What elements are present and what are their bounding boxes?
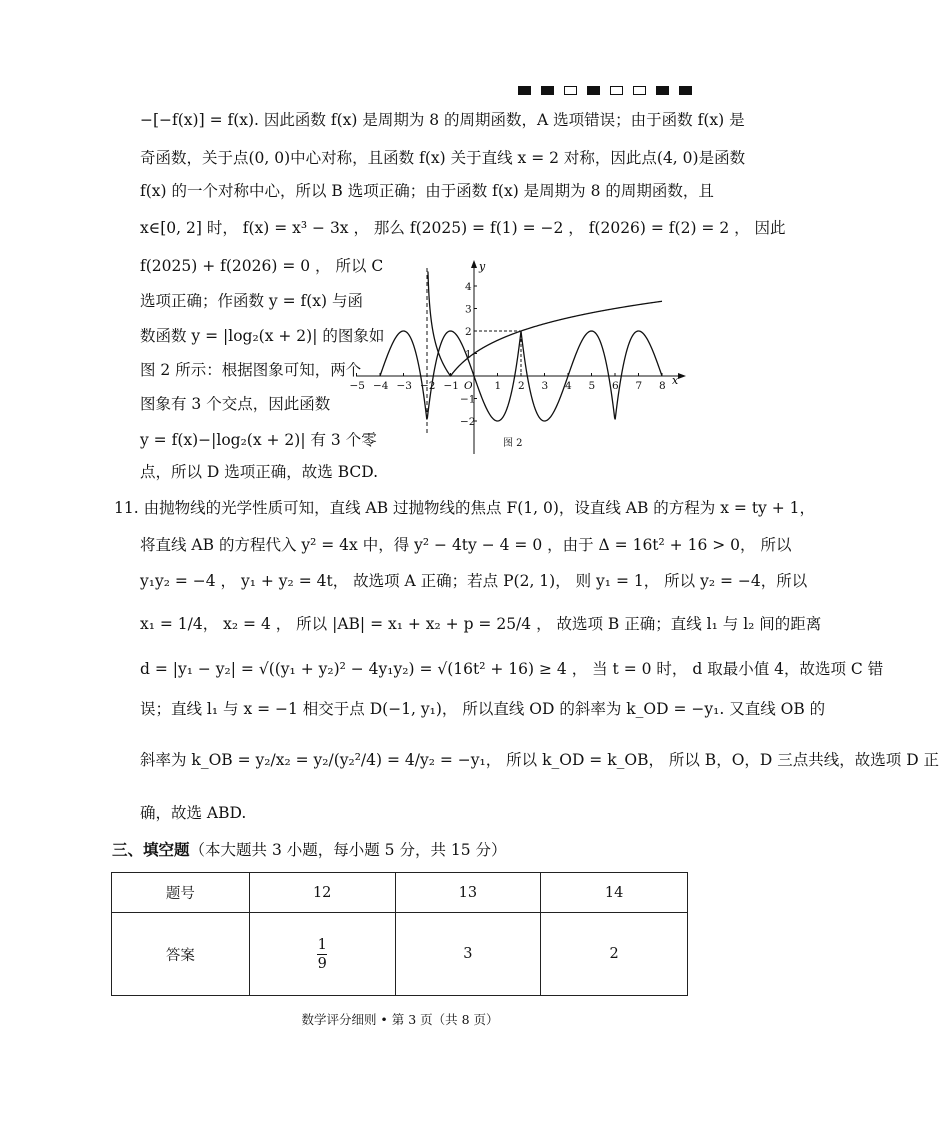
text-line-15: x₁ = 1/4， x₂ = 4 ， 所以 |AB| = x₁ + x₂ + p = 25/4 ， 故选项 B 正确；直线 l₁ 与 l₂ 间的距离 (140, 615, 822, 633)
function-graph (349, 256, 688, 456)
answer-table (111, 872, 688, 996)
x-tick-label: 2 (518, 380, 525, 392)
x-axis-arrow (678, 373, 686, 379)
filled-square-mark (587, 86, 600, 95)
x-tick-label: 7 (635, 380, 643, 392)
x-tick-label: −2 (420, 380, 436, 392)
filled-square-mark (541, 86, 554, 95)
x-tick-label: −5 (349, 380, 365, 392)
header-marks (518, 86, 692, 95)
fraction-denominator: 9 (317, 955, 327, 972)
empty-square-mark (633, 86, 646, 95)
fraction-numerator: 1 (317, 936, 327, 953)
answer-13: 3 (395, 913, 541, 996)
x-axis-label: x (672, 374, 679, 387)
section-heading (112, 838, 507, 860)
text-line-16: d = |y₁ − y₂| = √((y₁ + y₂)² − 4y₁y₂) = √(16t² + 16) ≥ 4 ， 当 t = 0 时， d 取最小值 4，故选项 C 错 (140, 660, 884, 678)
y-tick-label: −2 (460, 416, 476, 428)
answer-label: 答案 (112, 913, 250, 996)
question-12: 12 (249, 873, 395, 913)
filled-square-mark (679, 86, 692, 95)
text-line-1: −[−f(x)] = f(x). 因此函数 f(x) 是周期为 8 的周期函数，A 选项错误；由于函数 f(x) 是 (140, 111, 745, 129)
answer-14: 2 (541, 913, 688, 996)
section-note: （本大题共 3 小题，每小题 5 分，共 15 分） (189, 841, 507, 859)
text-line-7: 数函数 y = |log₂(x + 2)| 的图象如 (140, 327, 385, 345)
text-line-18: 斜率为 k_OB = y₂/x₂ = y₂/(y₂²/4) = 4/y₂ = −y₁， 所以 k_OD = k_OB， 所以 B，O，D 三点共线，故选项 D 正 (140, 751, 939, 769)
x-tick-label: 1 (494, 380, 502, 392)
text-line-11: 点，所以 D 选项正确，故选 BCD. (140, 463, 379, 481)
curve-log (428, 272, 662, 376)
text-line-12: 11. 由抛物线的光学性质可知，直线 AB 过抛物线的焦点 F(1, 0)，设直线 AB 的方程为 x = ty + 1， (114, 499, 816, 517)
text-line-17: 误；直线 l₁ 与 x = −1 相交于点 D(−1, y₁)， 所以直线 OD 的斜率为 k_OD = −y₁. 又直线 OB 的 (140, 700, 826, 718)
y-tick-label: 4 (465, 281, 472, 293)
origin-label: O (464, 380, 473, 392)
header-label: 题号 (112, 873, 250, 913)
section-title: 三、填空题 (112, 841, 190, 859)
text-line-13: 将直线 AB 的方程代入 y² = 4x 中，得 y² − 4ty − 4 = 0 ，由于 Δ = 16t² + 16 > 0， 所以 (140, 536, 792, 554)
x-tick-label: −1 (443, 380, 459, 392)
x-tick-label: 6 (612, 380, 619, 392)
x-tick-label: −3 (396, 380, 412, 392)
x-tick-label: 5 (588, 380, 596, 392)
question-14: 14 (541, 873, 688, 913)
text-line-19: 确，故选 ABD. (140, 804, 247, 822)
answer-12 (249, 913, 395, 996)
x-tick-label: −4 (373, 380, 389, 392)
y-axis-label: y (479, 260, 486, 273)
text-line-6: 选项正确；作函数 y = f(x) 与函 (140, 292, 364, 310)
text-line-14: y₁y₂ = −4 ， y₁ + y₂ = 4t， 故选项 A 正确；若点 P(2, 1)， 则 y₁ = 1， 所以 y₂ = −4，所以 (140, 572, 808, 590)
table-row (112, 913, 688, 996)
filled-square-mark (518, 86, 531, 95)
y-tick-label: 1 (465, 348, 472, 361)
y-tick-label: 3 (465, 303, 472, 316)
x-tick-label: 8 (659, 380, 666, 392)
guide-dashed (474, 331, 521, 376)
fraction (317, 937, 327, 972)
filled-square-mark (656, 86, 669, 95)
page-footer: 数学评分细则 • 第 3 页（共 8 页） (301, 1012, 499, 1027)
x-tick-label: 3 (541, 380, 549, 392)
graph-caption: 图 2 (503, 438, 523, 449)
text-line-2: 奇函数，关于点(0, 0)中心对称，且函数 f(x) 关于直线 x = 2 对称，因此点(4, 0)是函数 (140, 149, 746, 167)
text-line-5: f(2025) + f(2026) = 0 ， 所以 C (140, 257, 384, 275)
empty-square-mark (564, 86, 577, 95)
y-tick-label: 2 (465, 326, 472, 338)
text-line-10: y = f(x)−|log₂(x + 2)| 有 3 个零 (140, 431, 377, 449)
table-row (112, 873, 688, 913)
y-axis-arrow (471, 260, 477, 268)
fraction-bar (317, 954, 327, 955)
x-tick-label: 4 (565, 380, 572, 392)
question-13: 13 (395, 873, 541, 913)
text-line-3: f(x) 的一个对称中心，所以 B 选项正确；由于函数 f(x) 是周期为 8 的周期函数，且 (140, 182, 714, 200)
empty-square-mark (610, 86, 623, 95)
text-line-4: x∈[0, 2] 时， f(x) = x³ − 3x ， 那么 f(2025) = f(1) = −2 ， f(2026) = f(2) = 2 ， 因此 (140, 219, 786, 237)
y-tick-label: −1 (460, 393, 476, 406)
text-line-9: 图象有 3 个交点，因此函数 (140, 395, 331, 413)
text-line-8: 图 2 所示：根据图象可知，两个 (140, 361, 362, 379)
